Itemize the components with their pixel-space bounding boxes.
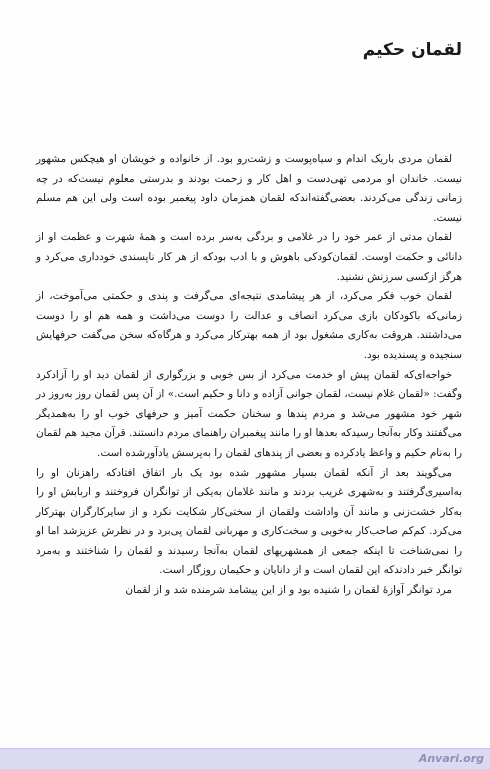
paragraph: لقمان خوب فکر می‌کرد، از هر پیشامدی نتیجه‌ای می‌گرفت و پندی و حکمتی می‌آموخت، از زمانی‌که با‌کودکان بازی می‌کرد انصاف و عدالت را دوست می‌داشت و همه هم او را دوست می‌داشتند. هروقت به‌کاری مشغول بود از همه بهتر‌کار می‌کرد و هرگاه‌که سخن می‌گفت حرفهایش سنجیده و پسندیده بود. bbox=[36, 290, 462, 361]
footer-bar bbox=[0, 748, 490, 769]
paragraph: لقمان مردی باریک اندام و سیاه‌پوست و زشت‌رو بود. از خانواده و خویشان او هیچکس مشهور نیست. خاندان او مردمی تهی‌دست و اهل کار و زحمت بودند و بدرستی معلوم نیست‌که در چه زمانی زندگی می‌کردند. بعضی‌گفته‌اند‌که لقمان همزمان داود پیغمبر بوده است ولی این هم مسلم نیست. bbox=[36, 153, 462, 224]
paragraph: لقمان مدتی از عمر خود را در غلامی و بردگی به‌سر برده است و همهٔ شهرت و عظمت او از دانائی و حکمت اوست. لقمان‌کودکی باهوش و با ادب بود‌که از هر کار ناپسندی خودداری می‌کرد و هرگز ازکسی سرزنش نشنید. bbox=[36, 231, 462, 283]
paragraph: خواجه‌ای‌که لقمان پیش او خدمت می‌کرد از بس خوبی و بزرگواری از لقمان دید او را آزاد‌کرد وگفت: «لقمان غلام نیست، لقمان جوانی آزاده و دانا و حکیم است.» از آن پس لقمان روز به‌روز در شهر خود مشهور می‌شد و مردم پندها و سخنان حکمت آمیز و حرفهای خوب او را به‌همدیگر می‌گفتند و‌کار به‌آنجا رسید‌که بعدها او را مانند پیغمبران راهنمای مردم دانستند. قرآن مجید هم لقمان را به‌نام حکیم و واعظ یاد‌کرده و بعضی از پندهای لقمان را به‌پرسش یادآورشده است. bbox=[36, 368, 462, 459]
body-text bbox=[36, 150, 462, 601]
paragraph: مرد توانگر آوازهٔ لقمان را شنیده بود و از این پیشامد شرمنده شد و از لقمان bbox=[125, 584, 452, 597]
paragraph: می‌گویند بعد از آنکه لقمان بسیار مشهور شده بود یک بار اتفاق افتاد‌که راهزنان او را به‌اسیری‌گرفتند و به‌شهری غریب بردند و مانند غلامان به‌یکی از توانگران فروختند و اربابش او را به‌کار خشت‌زنی و مانند آن واداشت ولقمان از سختی‌کار شکایت نکرد و از سایر‌کارگران بهتر‌کار می‌کرد. کم‌کم صاحب‌کار به‌خوبی و سخت‌کاری و مهربانی لقمان پی‌برد و در نظرش عزیزشد اما او را نمی‌شناخت تا اینکه جمعی از همشهریهای لقمان به‌آنجا رسیدند و لقمان را شناختند و به‌مرد توانگر خبر دادند‌که این لقمان است و از دانایان و حکیمان روزگار است. bbox=[36, 466, 462, 577]
site-watermark[interactable]: Anvari.org bbox=[418, 752, 484, 765]
chapter-title: لقمان حکیم bbox=[362, 40, 462, 60]
